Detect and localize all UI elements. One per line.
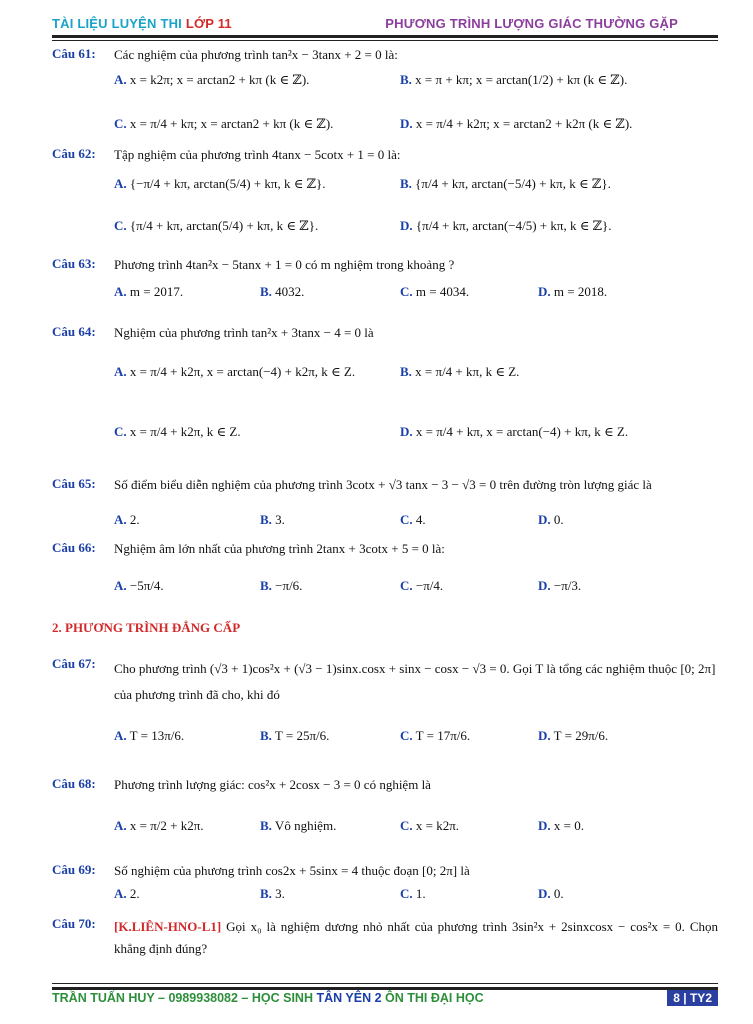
footer-school: TÂN YÊN 2: [316, 991, 382, 1005]
option-a[interactable]: [114, 364, 355, 380]
option-label: A.: [114, 886, 127, 901]
option-c[interactable]: [114, 218, 318, 234]
option-label: B.: [260, 512, 272, 527]
question-text: Số điểm biểu diễn nghiệm của phương trình 3cotx + √3 tanx − 3 − √3 = 0 trên đường tròn lượng giác là: [114, 477, 652, 492]
header-right: PHƯƠNG TRÌNH LƯỢNG GIÁC THƯỜNG GẶP: [385, 16, 678, 31]
option-text: 0.: [550, 512, 564, 527]
option-text: x = π/4 + kπ, k ∈ Z.: [411, 364, 520, 379]
option-label: D.: [400, 218, 413, 233]
header-left-text: TÀI LIỆU LUYỆN THI: [52, 16, 186, 31]
option-c[interactable]: [400, 728, 470, 744]
option-label: A.: [114, 176, 127, 191]
option-a[interactable]: [114, 886, 140, 902]
option-label: B.: [400, 72, 412, 87]
option-text: m = 2018.: [550, 284, 608, 299]
option-a[interactable]: [114, 578, 164, 594]
option-text: 4.: [412, 512, 426, 527]
option-text: m = 4034.: [412, 284, 470, 299]
option-label: B.: [260, 728, 272, 743]
option-text: {π/4 + kπ, arctan(−5/4) + kπ, k ∈ ℤ}.: [411, 176, 611, 191]
option-b[interactable]: [260, 728, 329, 744]
option-b[interactable]: [260, 818, 336, 834]
footer-author: TRẦN TUẤN HUY – 0989938082 – HỌC SINH: [52, 991, 317, 1005]
question-text: Phương trình lượng giác: cos²x + 2cosx − 3 = 0 có nghiệm là: [114, 777, 431, 792]
question-text: Cho phương trình (√3 + 1)cos²x + (√3 − 1)sinx.cosx + sinx − cosx − √3 = 0. Gọi T là tổng các nghiệm thuộc [0; 2π] của phương trình đã cho, khi đó: [114, 661, 716, 702]
option-a[interactable]: [114, 818, 204, 834]
option-text: x = π/4 + kπ, x = arctan(−4) + kπ, k ∈ Z.: [412, 424, 629, 439]
option-b[interactable]: [400, 364, 519, 380]
option-label: A.: [114, 818, 127, 833]
option-d[interactable]: [538, 284, 607, 300]
option-text: T = 25π/6.: [271, 728, 330, 743]
option-text: 1.: [412, 886, 426, 901]
header-rule-thin: [52, 40, 718, 41]
option-c[interactable]: [400, 284, 469, 300]
question-text: Nghiệm âm lớn nhất của phương trình 2tanx + 3cotx + 5 = 0 là:: [114, 541, 445, 556]
question-number: Câu 67:: [52, 656, 96, 671]
option-d[interactable]: [538, 818, 584, 834]
header-grade: LỚP 11: [185, 16, 232, 31]
option-label: D.: [538, 728, 551, 743]
option-text: {−π/4 + kπ, arctan(5/4) + kπ, k ∈ ℤ}.: [126, 176, 326, 191]
option-text: x = π + kπ; x = arctan(1/2) + kπ (k ∈ ℤ).: [411, 72, 628, 87]
option-c[interactable]: [114, 116, 333, 132]
option-text: x = π/4 + k2π; x = arctan2 + k2π (k ∈ ℤ).: [412, 116, 633, 131]
option-label: B.: [260, 284, 272, 299]
option-text: x = π/4 + k2π, x = arctan(−4) + k2π, k ∈ Z.: [126, 364, 356, 379]
option-b[interactable]: [260, 284, 304, 300]
option-label: C.: [114, 218, 127, 233]
option-text: x = k2π; x = arctan2 + kπ (k ∈ ℤ).: [126, 72, 310, 87]
question-text: Phương trình 4tan²x − 5tanx + 1 = 0 có m nghiệm trong khoảng ?: [114, 257, 455, 272]
option-a[interactable]: [114, 72, 309, 88]
option-label: C.: [114, 424, 127, 439]
option-d[interactable]: [538, 886, 564, 902]
option-label: A.: [114, 728, 127, 743]
option-label: D.: [400, 424, 413, 439]
question-text: Nghiệm của phương trình tan²x + 3tanx − 4 = 0 là: [114, 325, 374, 340]
option-text: −π/3.: [550, 578, 582, 593]
option-text: 2.: [126, 886, 140, 901]
option-a[interactable]: [114, 512, 140, 528]
option-a[interactable]: [114, 176, 326, 192]
option-d[interactable]: [538, 512, 564, 528]
option-text: 3.: [271, 886, 285, 901]
option-label: D.: [538, 818, 551, 833]
option-text: T = 17π/6.: [412, 728, 471, 743]
option-b[interactable]: [400, 72, 627, 88]
page-header: [52, 14, 718, 36]
option-text: 2.: [126, 512, 140, 527]
header-rule: [52, 35, 718, 38]
option-text: 4032.: [271, 284, 305, 299]
option-c[interactable]: [400, 512, 426, 528]
option-label: C.: [400, 728, 413, 743]
option-text: {π/4 + kπ, arctan(−4/5) + kπ, k ∈ ℤ}.: [412, 218, 612, 233]
page-number: 8 | TY2: [667, 990, 718, 1006]
question-number: Câu 65:: [52, 476, 96, 491]
option-c[interactable]: [400, 578, 443, 594]
question-number: Câu 66:: [52, 540, 96, 555]
option-b[interactable]: [260, 886, 285, 902]
option-text: T = 13π/6.: [126, 728, 185, 743]
option-b[interactable]: [260, 512, 285, 528]
option-text: Vô nghiệm.: [271, 818, 337, 833]
question-text: [114, 916, 718, 960]
option-label: C.: [400, 886, 413, 901]
section-title: 2. PHƯƠNG TRÌNH ĐẲNG CẤP: [52, 620, 241, 635]
question-number: Câu 62:: [52, 146, 96, 161]
option-label: C.: [400, 818, 413, 833]
question-number: Câu 70:: [52, 916, 96, 931]
option-c[interactable]: [400, 818, 459, 834]
footer-purpose: ÔN THI ĐẠI HỌC: [381, 991, 484, 1005]
option-label: D.: [538, 284, 551, 299]
option-label: D.: [538, 512, 551, 527]
option-text: −π/4.: [412, 578, 444, 593]
option-text: 0.: [550, 886, 564, 901]
option-d[interactable]: [400, 218, 612, 234]
option-label: C.: [400, 578, 413, 593]
question-number: Câu 63:: [52, 256, 96, 271]
header-left: [52, 16, 232, 31]
option-label: A.: [114, 364, 127, 379]
question-text: Các nghiệm của phương trình tan²x − 3tanx + 2 = 0 là:: [114, 47, 398, 62]
question-text: Số nghiệm của phương trình cos2x + 5sinx = 4 thuộc đoạn [0; 2π] là: [114, 863, 470, 878]
option-text: T = 29π/6.: [550, 728, 609, 743]
option-c[interactable]: [114, 424, 241, 440]
option-label: B.: [400, 176, 412, 191]
option-label: A.: [114, 284, 127, 299]
option-label: B.: [260, 818, 272, 833]
option-text: −5π/4.: [126, 578, 164, 593]
option-text: 3.: [271, 512, 285, 527]
option-text: −π/6.: [271, 578, 303, 593]
question-number: Câu 69:: [52, 862, 96, 877]
option-a[interactable]: [114, 284, 183, 300]
option-label: B.: [260, 886, 272, 901]
option-b[interactable]: [400, 176, 611, 192]
option-text: x = k2π.: [412, 818, 460, 833]
source-tag: [K.LIÊN-HNO-L1]: [114, 919, 222, 934]
option-label: A.: [114, 512, 127, 527]
option-label: A.: [114, 72, 127, 87]
option-d[interactable]: [400, 116, 632, 132]
option-c[interactable]: [400, 886, 426, 902]
footer-text: [52, 991, 484, 1005]
option-text: m = 2017.: [126, 284, 184, 299]
option-d[interactable]: [538, 728, 608, 744]
option-label: C.: [400, 512, 413, 527]
option-label: C.: [400, 284, 413, 299]
question-number: Câu 64:: [52, 324, 96, 339]
question-text: Tập nghiệm của phương trình 4tanx − 5cotx + 1 = 0 là:: [114, 147, 401, 162]
option-a[interactable]: [114, 728, 184, 744]
option-d[interactable]: [400, 424, 628, 440]
option-text: x = π/2 + k2π.: [126, 818, 204, 833]
option-text: x = π/4 + kπ; x = arctan2 + kπ (k ∈ ℤ).: [126, 116, 334, 131]
option-label: D.: [538, 886, 551, 901]
footer-rule: [52, 987, 718, 990]
option-label: B.: [260, 578, 272, 593]
option-label: D.: [400, 116, 413, 131]
question-body: Gọi x₀ là nghiệm dương nhỏ nhất của phương trình 3sin²x + 2sinxcosx − cos²x = 0. Chọn khẳng định đúng?: [114, 919, 718, 956]
option-text: x = π/4 + k2π, k ∈ Z.: [126, 424, 241, 439]
option-d[interactable]: [538, 578, 581, 594]
option-label: A.: [114, 578, 127, 593]
option-text: {π/4 + kπ, arctan(5/4) + kπ, k ∈ ℤ}.: [126, 218, 319, 233]
option-label: D.: [538, 578, 551, 593]
question-number: Câu 68:: [52, 776, 96, 791]
footer-rule-thin: [52, 983, 718, 984]
option-label: C.: [114, 116, 127, 131]
option-b[interactable]: [260, 578, 302, 594]
option-text: x = 0.: [550, 818, 584, 833]
option-label: B.: [400, 364, 412, 379]
question-number: Câu 61:: [52, 46, 96, 61]
